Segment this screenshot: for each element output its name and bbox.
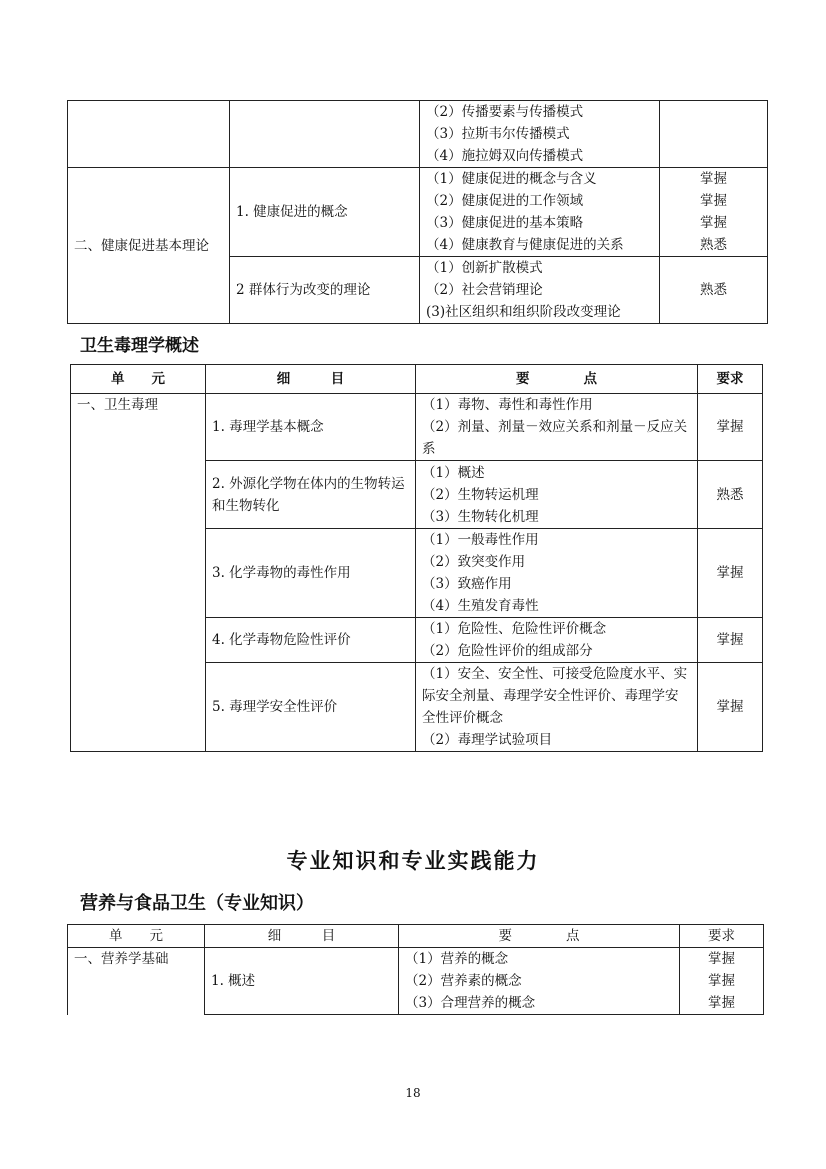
- point-item: （2）营养素的概念: [405, 973, 522, 989]
- requirement-cell: [660, 101, 768, 168]
- points-cell: [420, 101, 660, 168]
- points-cell: [416, 618, 698, 663]
- unit-cell: [68, 101, 230, 168]
- table-row: [68, 948, 764, 1015]
- requirement-cell: 熟悉: [660, 257, 768, 324]
- unit-cell: 二、健康促进基本理论: [68, 168, 230, 324]
- point-item: （3）合理营养的概念: [405, 995, 536, 1011]
- detail-cell: 2. 外源化学物在体内的生物转运和生物转化: [206, 461, 416, 529]
- point-item: （4）健康教育与健康促进的关系: [426, 237, 624, 253]
- point-item: （2）毒理学试验项目: [422, 732, 553, 748]
- requirement-cell: 掌握: [698, 529, 763, 618]
- point-item: （3）健康促进的基本策略: [426, 215, 584, 231]
- detail-cell: 1. 毒理学基本概念: [206, 394, 416, 461]
- point-item: （2）致突变作用: [422, 554, 526, 570]
- header-detail: 细 目: [206, 365, 416, 394]
- requirement-cell: [680, 948, 764, 1015]
- point-item: （1）概述: [422, 464, 485, 481]
- header-requirement: 要求: [698, 365, 763, 394]
- points-cell: [420, 257, 660, 324]
- point-item: (3)社区组织和组织阶段改变理论: [426, 304, 621, 320]
- detail-cell: [230, 101, 420, 168]
- point-item: （2）健康促进的工作领域: [426, 193, 584, 209]
- section-title: 营养与食品卫生（专业知识）: [80, 893, 314, 914]
- header-detail: 细 目: [205, 925, 399, 948]
- requirement-cell: 掌握: [698, 394, 763, 461]
- detail-cell: 1. 健康促进的概念: [230, 168, 420, 257]
- point-item: （4）施拉姆双向传播模式: [426, 148, 584, 164]
- table-row: [71, 394, 763, 461]
- requirement-cell: [660, 168, 768, 257]
- point-item: （3）生物转化机理: [422, 508, 539, 525]
- point-item: （2）社会营销理论: [426, 282, 543, 298]
- nutrition-table: [67, 924, 764, 1015]
- point-item: （4）生殖发育毒性: [422, 598, 539, 614]
- unit-cell: 一、卫生毒理: [71, 394, 206, 752]
- point-item: （2）危险性评价的组成部分: [422, 643, 593, 659]
- points-cell: [416, 394, 698, 461]
- detail-cell: 4. 化学毒物危险性评价: [206, 618, 416, 663]
- section-title: 卫生毒理学概述: [80, 336, 199, 356]
- point-item: （1）危险性、危险性评价概念: [422, 621, 607, 637]
- point-item: （1）安全、安全性、可接受危险度水平、实际安全剂量、毒理学安全性评价、毒理学安全性评价概念: [422, 666, 688, 726]
- point-item: （1）创新扩散模式: [426, 260, 543, 276]
- point-item: （2）剂量、剂量－效应关系和剂量－反应关系: [422, 419, 688, 457]
- header-points: 要 点: [399, 925, 680, 948]
- table-header-row: [68, 925, 764, 948]
- requirement-cell: 掌握: [698, 618, 763, 663]
- detail-cell: 3. 化学毒物的毒性作用: [206, 529, 416, 618]
- requirement-item: 熟悉: [700, 237, 727, 253]
- header-requirement: 要求: [680, 925, 764, 948]
- table-row: [68, 168, 768, 257]
- toxicology-table: [70, 364, 763, 752]
- unit-cell: 一、营养学基础: [68, 948, 205, 1015]
- points-cell: [399, 948, 680, 1015]
- main-heading: 专业知识和专业实践能力: [286, 849, 540, 873]
- requirement-item: 掌握: [708, 995, 735, 1011]
- requirement-item: 掌握: [708, 973, 735, 989]
- point-item: （1）毒物、毒性和毒性作用: [422, 397, 593, 413]
- requirement-item: 掌握: [700, 193, 727, 209]
- page-number: 18: [405, 1086, 421, 1100]
- requirement-cell: 掌握: [698, 663, 763, 752]
- table-row: [68, 101, 768, 168]
- header-unit: 单 元: [71, 365, 206, 394]
- points-cell: [420, 168, 660, 257]
- detail-cell: 1. 概述: [205, 948, 399, 1015]
- table-header-row: [71, 365, 763, 394]
- point-item: （1）营养的概念: [405, 951, 509, 967]
- points-cell: [416, 529, 698, 618]
- detail-cell: 2 群体行为改变的理论: [230, 257, 420, 324]
- point-item: （1）一般毒性作用: [422, 532, 539, 548]
- detail-cell: 5. 毒理学安全性评价: [206, 663, 416, 752]
- point-item: （3）致癌作用: [422, 576, 512, 592]
- point-item: （1）健康促进的概念与含义: [426, 171, 597, 187]
- header-unit: 单 元: [68, 925, 205, 948]
- requirement-item: 掌握: [700, 171, 727, 187]
- point-item: （2）生物转运机理: [422, 486, 539, 503]
- points-cell: [416, 663, 698, 752]
- header-points: 要 点: [416, 365, 698, 394]
- requirement-item: 掌握: [708, 951, 735, 967]
- health-promotion-table: [67, 100, 768, 324]
- point-item: （3）拉斯韦尔传播模式: [426, 126, 570, 142]
- point-item: （2）传播要素与传播模式: [426, 104, 584, 120]
- points-cell: [416, 461, 698, 529]
- requirement-item: 掌握: [700, 215, 727, 231]
- requirement-cell: 熟悉: [698, 461, 763, 529]
